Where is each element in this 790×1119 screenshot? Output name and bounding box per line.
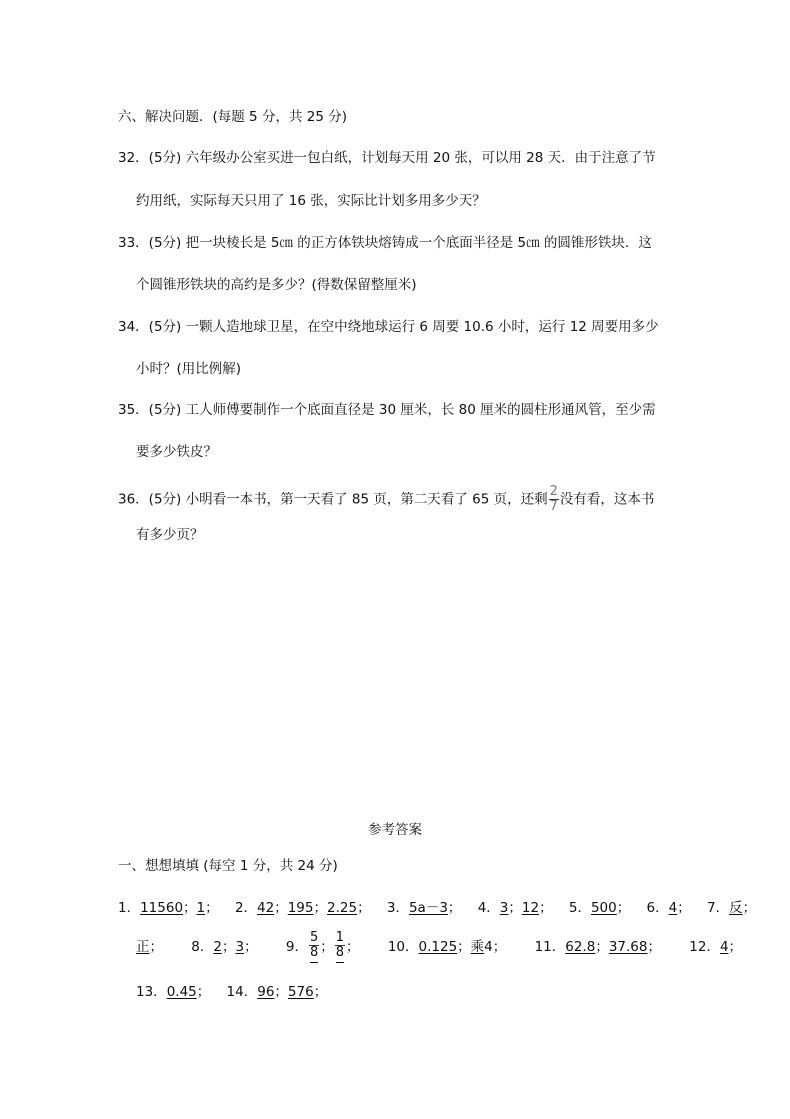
answer-value: 96 bbox=[257, 984, 275, 1000]
answers-line3 bbox=[136, 983, 327, 1001]
answer-num: 10． bbox=[387, 939, 419, 955]
question-34-line1: 34．(5分) 一颗人造地球卫星，在空中绕地球运行 6 周要 10.6 小时，运行 12 周要用多少 bbox=[118, 319, 659, 335]
sep: ； bbox=[149, 939, 163, 955]
question-36-line1 bbox=[118, 485, 654, 514]
question-33-line1: 33．(5分) 把一块棱长是 5㎝ 的正方体铁块熔铸成一个底面半径是 5㎝ 的圆锥形铁块．这 bbox=[118, 235, 652, 251]
answer-value: 0.125 bbox=[418, 939, 458, 955]
answer-num: 12． bbox=[689, 939, 720, 955]
answer-num: 13． bbox=[136, 984, 167, 1000]
sep: ； bbox=[677, 900, 691, 916]
sep: ； bbox=[183, 900, 197, 916]
sep: ； bbox=[647, 939, 661, 955]
answer-num: 3． bbox=[386, 900, 409, 916]
section-heading: 六、解决问题．(每题 5 分，共 25 分) bbox=[118, 109, 347, 125]
sep: ； bbox=[457, 939, 471, 955]
answer-value: 正 bbox=[136, 939, 150, 955]
fraction bbox=[309, 931, 319, 963]
answers-section-heading: 一、想想填填 (每空 1 分，共 24 分) bbox=[118, 858, 338, 874]
answer-num: 14． bbox=[226, 984, 258, 1000]
fraction-numerator: 1 bbox=[335, 930, 345, 945]
sep: ； bbox=[742, 900, 757, 916]
answers-line2 bbox=[136, 930, 742, 964]
answer-value: 1 bbox=[196, 900, 206, 916]
question-36-text-before: 36．(5分) 小明看一本书，第一天看了 85 页，第二天看了 65 页，还剩 bbox=[118, 491, 548, 508]
sep: ； bbox=[492, 939, 507, 955]
answer-value: 4 bbox=[719, 939, 729, 955]
answer-num: 9． bbox=[285, 939, 308, 955]
question-35-line1: 35．(5分) 工人师傅要制作一个底面直径是 30 厘米，长 80 厘米的圆柱形通风管，至少需 bbox=[118, 402, 656, 418]
answer-num: 6． bbox=[646, 900, 669, 916]
answer-num: 4． bbox=[477, 900, 500, 916]
sep: ； bbox=[221, 939, 236, 955]
fraction-denominator: 7 bbox=[549, 499, 558, 514]
sep: ； bbox=[357, 900, 371, 916]
sep: ； bbox=[274, 900, 288, 916]
answer-value: 11560 bbox=[140, 900, 184, 916]
answer-value: 195 bbox=[287, 900, 314, 916]
answer-value: 4 bbox=[484, 939, 493, 955]
sep: ； bbox=[616, 900, 631, 916]
answer-num: 5． bbox=[568, 900, 591, 916]
answer-value: 62.8 bbox=[565, 939, 596, 955]
question-33-line2: 个圆锥形铁块的高约是多少？(得数保留整厘米) bbox=[136, 277, 417, 293]
answer-num: 11． bbox=[534, 939, 566, 955]
answer-value: 0.45 bbox=[166, 984, 197, 1000]
question-32-line2: 约用纸，实际每天只用了 16 张，实际比计划多用多少天？ bbox=[136, 193, 486, 209]
answer-num: 2． bbox=[234, 900, 258, 916]
answers-line1 bbox=[118, 899, 756, 917]
answer-value: 576 bbox=[287, 984, 314, 1000]
sep: ； bbox=[313, 984, 328, 1000]
fraction-denominator: 8 bbox=[336, 946, 344, 963]
answer-value: 3 bbox=[499, 900, 509, 916]
question-36-text-after: 没有看，这本书 bbox=[559, 491, 655, 508]
fraction-numerator: 2 bbox=[549, 484, 558, 499]
answers-title: 参考答案 bbox=[368, 822, 422, 838]
sep: ； bbox=[447, 900, 462, 916]
question-34-line2: 小时？(用比例解) bbox=[136, 361, 242, 377]
answer-value: 5a－3 bbox=[408, 900, 448, 916]
sep: ； bbox=[346, 939, 360, 955]
sep: ； bbox=[274, 984, 288, 1000]
answer-value: 4 bbox=[668, 900, 678, 916]
answer-num: 1． bbox=[118, 900, 141, 916]
answer-value: 12 bbox=[521, 900, 540, 916]
sep: ； bbox=[205, 900, 219, 916]
answer-value: 2.25 bbox=[327, 900, 358, 916]
question-32-line1: 32．(5分) 六年级办公室买进一包白纸，计划每天用 20 张，可以用 28 天．由于注意了节 bbox=[118, 150, 656, 166]
answer-value: 42 bbox=[257, 900, 275, 916]
answer-num: 7． bbox=[707, 900, 730, 916]
answer-value: 乘 bbox=[470, 939, 485, 955]
sep: ； bbox=[196, 984, 211, 1000]
sep: ； bbox=[539, 900, 553, 916]
sep: ； bbox=[508, 900, 522, 916]
answer-value: 反 bbox=[729, 900, 743, 916]
fraction bbox=[549, 485, 559, 514]
sep: ； bbox=[728, 939, 743, 955]
answer-value: 500 bbox=[590, 900, 617, 916]
fraction-denominator: 8 bbox=[310, 946, 318, 963]
answer-num: 8． bbox=[191, 939, 214, 955]
sep: ； bbox=[595, 939, 609, 955]
answer-value: 37.68 bbox=[608, 939, 648, 955]
answer-value: 3 bbox=[235, 939, 245, 955]
fraction-numerator: 5 bbox=[309, 930, 319, 945]
sep: ； bbox=[244, 939, 258, 955]
answer-value: 2 bbox=[213, 939, 222, 955]
sep: ； bbox=[313, 900, 327, 916]
fraction bbox=[335, 931, 345, 963]
question-35-line2: 要多少铁皮？ bbox=[136, 444, 217, 460]
sep: ； bbox=[320, 939, 334, 955]
question-36-line2: 有多少页？ bbox=[136, 527, 204, 543]
